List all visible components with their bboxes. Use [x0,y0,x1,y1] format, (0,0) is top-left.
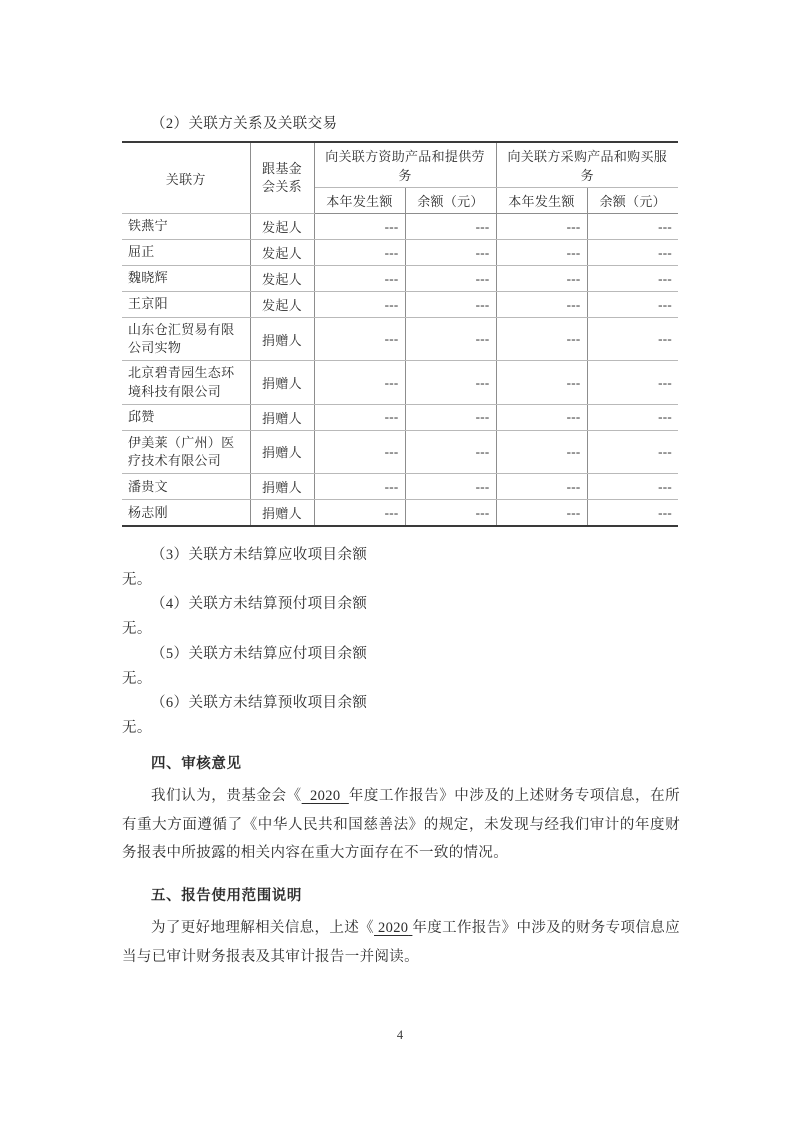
unsettled-item-heading: （3）关联方未结算应收项目余额 [151,547,368,564]
section-four-year-value: 2020 [310,788,341,805]
cell-purchase-balance: --- [587,266,678,292]
page-number: 4 [396,1028,404,1042]
cell-purchase-balance: --- [587,430,678,473]
section-five-year-blank [374,920,412,936]
cell-relation: 捐赠人 [250,404,314,430]
cell-purchase-current-year: --- [496,292,587,318]
cell-purchase-current-year: --- [496,318,587,361]
cell-funding-current-year: --- [314,292,405,318]
cell-purchase-current-year: --- [496,240,587,266]
page-content [122,0,680,971]
cell-purchase-balance: --- [587,214,678,240]
cell-relation: 捐赠人 [250,474,314,500]
cell-purchase-current-year: --- [496,404,587,430]
cell-funding-current-year: --- [314,266,405,292]
cell-relation: 捐赠人 [250,318,314,361]
cell-party: 屈正 [122,240,250,266]
header-relation-line1: 跟基金 [262,161,302,177]
unsettled-item-answer: 无。 [122,670,152,687]
cell-funding-current-year: --- [314,430,405,473]
unsettled-item-heading: （5）关联方未结算应付项目余额 [151,645,368,662]
cell-purchase-current-year: --- [496,500,587,527]
unsettled-item-heading: （4）关联方未结算预付项目余额 [151,596,368,613]
header-relation [250,142,314,214]
top-spacer [122,0,680,26]
cell-funding-current-year: --- [314,240,405,266]
cell-funding-current-year: --- [314,214,405,240]
cell-funding-balance: --- [405,214,496,240]
header-funding-current-year: 本年发生额 [314,188,405,214]
cell-funding-balance: --- [405,474,496,500]
cell-party: 山东仓汇贸易有限公司实物 [122,318,250,361]
section-five-paragraph [122,914,680,971]
cell-funding-current-year: --- [314,500,405,527]
cell-purchase-current-year: --- [496,214,587,240]
cell-purchase-balance: --- [587,240,678,266]
unsettled-item-answer: 无。 [122,572,152,589]
cell-purchase-balance: --- [587,361,678,404]
section-four-text-before-year: 我们认为，贵基金会《 [151,788,302,805]
cell-purchase-balance: --- [587,292,678,318]
header-funding-balance: 余额（元） [405,188,496,214]
cell-funding-balance: --- [405,500,496,527]
section-five-heading: 五、报告使用范围说明 [151,888,302,905]
unsettled-item-heading: （6）关联方未结算预收项目余额 [151,694,368,711]
section-four-heading: 四、审核意见 [151,756,242,773]
cell-funding-balance: --- [405,361,496,404]
table-row [122,266,678,292]
cell-funding-current-year: --- [314,361,405,404]
cell-funding-current-year: --- [314,318,405,361]
table-body [122,214,678,527]
cell-purchase-balance: --- [587,474,678,500]
section-four-paragraph [122,782,680,867]
table-row [122,500,678,527]
cell-funding-balance: --- [405,266,496,292]
unsettled-items-list [122,545,680,742]
table-header-row-groups [122,142,678,188]
table-row [122,292,678,318]
header-party: 关联方 [122,142,250,214]
table-row [122,214,678,240]
cell-relation: 发起人 [250,240,314,266]
cell-party: 王京阳 [122,292,250,318]
cell-relation: 发起人 [250,266,314,292]
table-row [122,240,678,266]
unsettled-item-answer: 无。 [122,621,152,638]
cell-purchase-current-year: --- [496,266,587,292]
cell-funding-balance: --- [405,430,496,473]
top-margin-spacer [122,26,680,114]
cell-relation: 发起人 [250,214,314,240]
cell-purchase-current-year: --- [496,474,587,500]
header-purchase-current-year: 本年发生额 [496,188,587,214]
section-five-year-value: 2020 [378,920,409,937]
cell-purchase-balance: --- [587,318,678,361]
cell-purchase-balance: --- [587,500,678,527]
items-section4-gap [122,742,680,753]
cell-relation: 捐赠人 [250,430,314,473]
table-head [122,142,678,214]
cell-relation: 发起人 [250,292,314,318]
header-group-funding: 向关联方资助产品和提供劳务 [314,142,496,188]
unsettled-item-answer: 无。 [122,720,152,736]
cell-party: 北京碧青园生态环境科技有限公司 [122,361,250,404]
header-purchase-balance: 余额（元） [587,188,678,214]
header-relation-line2: 会关系 [262,179,302,195]
table-row [122,361,678,404]
cell-purchase-balance: --- [587,404,678,430]
cell-party: 魏晓辉 [122,266,250,292]
cell-funding-current-year: --- [314,404,405,430]
section-five-text-after-year: 年度工作报告》中涉及的财务专项信息应当与已审计财务报表及其审计报告一并阅读。 [122,920,680,965]
related-party-transactions-table [122,141,678,527]
cell-party: 铁燕宁 [122,214,250,240]
cell-relation: 捐赠人 [250,361,314,404]
cell-purchase-current-year: --- [496,430,587,473]
table-row [122,318,678,361]
cell-relation: 捐赠人 [250,500,314,527]
section-four-year-blank [302,788,349,804]
table-items-gap [122,527,680,545]
section-four-text-after-year: 年度工作报告》中涉及的上述财务专项信息，在所有重大方面遵循了《中华人民共和国慈善法》的规定，未发现与经我们审计的年度财务报表中所披露的相关内容在重大方面存在不一致的情况。 [122,788,681,861]
cell-party: 伊美莱（广州）医疗技术有限公司 [122,430,250,473]
cell-funding-balance: --- [405,404,496,430]
cell-funding-balance: --- [405,240,496,266]
table-row [122,474,678,500]
table-row [122,404,678,430]
related-party-section-heading: （2）关联方关系及关联交易 [151,116,338,132]
cell-funding-current-year: --- [314,474,405,500]
cell-purchase-current-year: --- [496,361,587,404]
table-row [122,430,678,473]
cell-party: 杨志刚 [122,500,250,527]
section-five-text-before-year: 为了更好地理解相关信息，上述《 [151,920,374,937]
header-group-purchase: 向关联方采购产品和购买服务 [496,142,678,188]
cell-funding-balance: --- [405,318,496,361]
cell-party: 潘贵文 [122,474,250,500]
cell-funding-balance: --- [405,292,496,318]
cell-party: 邱赞 [122,404,250,430]
section4-section5-gap [122,867,680,885]
